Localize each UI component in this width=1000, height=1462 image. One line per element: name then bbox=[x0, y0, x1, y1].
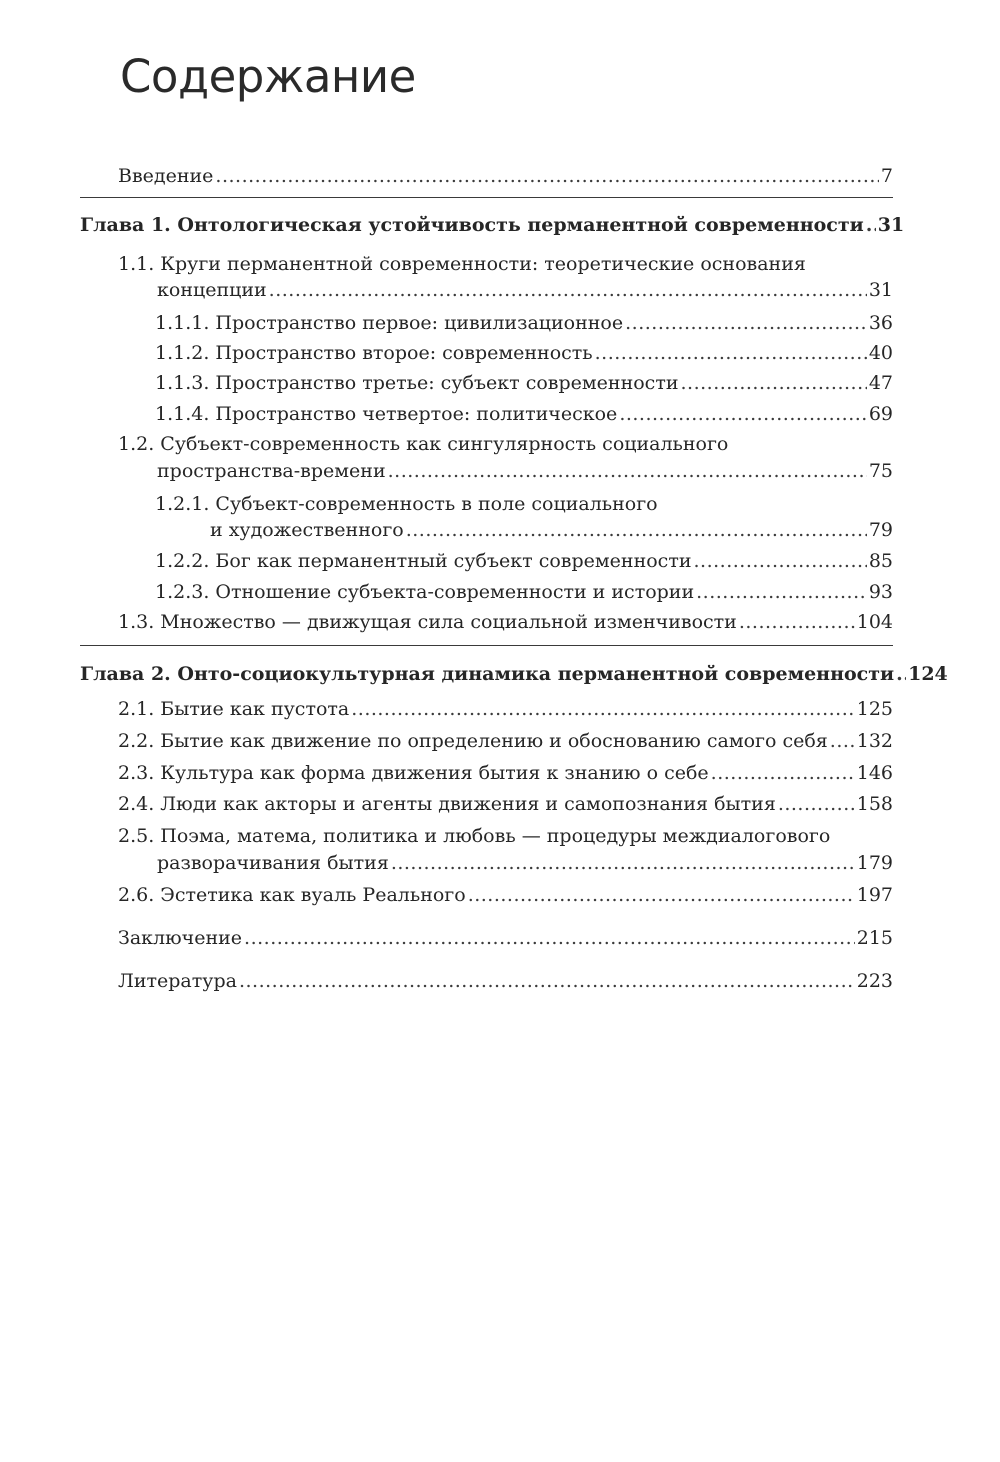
dot-leader bbox=[239, 968, 855, 994]
dot-leader bbox=[739, 609, 855, 635]
toc-page-number: 146 bbox=[856, 762, 893, 784]
toc-entry-label: 2.3. Культура как форма движения бытия к знанию о себе bbox=[118, 762, 709, 784]
toc-page-number: 125 bbox=[856, 698, 893, 720]
toc-entry-label: 2.6. Эстетика как вуаль Реального bbox=[118, 884, 466, 906]
toc-entry-2-5-first-line[interactable]: 2.5. Поэма, матема, политика и любовь — процедуры междиалогового bbox=[118, 825, 831, 847]
toc-entry-2-3[interactable] bbox=[118, 760, 893, 786]
toc-entry-label: Глава 2. Онто-социокультурная динамика перманентной современности bbox=[80, 663, 895, 685]
dot-leader bbox=[778, 791, 855, 817]
toc-entry-1-2[interactable] bbox=[157, 458, 893, 484]
toc-entry-conclusion[interactable] bbox=[118, 925, 893, 951]
toc-entry-label: 1.2.3. Отношение субъекта-современности и истории bbox=[155, 581, 695, 603]
toc-entry-label: Литература bbox=[118, 970, 237, 992]
dot-leader bbox=[694, 548, 867, 574]
toc-entry-label: 1.1.1. Пространство первое: цивилизационное bbox=[155, 312, 624, 334]
toc-entry-label: 1.2.2. Бог как перманентный субъект современности bbox=[155, 550, 692, 572]
toc-entry-label: Введение bbox=[118, 165, 214, 187]
toc-page-number: 104 bbox=[856, 611, 893, 633]
dot-leader bbox=[595, 340, 867, 366]
dot-leader bbox=[619, 401, 867, 427]
dot-leader bbox=[711, 760, 855, 786]
toc-page-number: 7 bbox=[880, 165, 893, 187]
toc-entry-chapter-2[interactable] bbox=[80, 661, 948, 687]
toc-entry-1-1-first-line[interactable]: 1.1. Круги перманентной современности: теоретические основания bbox=[118, 253, 806, 275]
toc-entry-label: Глава 1. Онтологическая устойчивость перманентной современности bbox=[80, 214, 864, 236]
toc-page-number: 40 bbox=[868, 342, 893, 364]
toc-entry-1-1-2[interactable] bbox=[155, 340, 893, 366]
dot-leader bbox=[625, 310, 867, 336]
page-title: Содержание bbox=[120, 50, 416, 103]
toc-entry-1-1[interactable] bbox=[157, 277, 893, 303]
toc-entry-label: Заключение bbox=[118, 927, 243, 949]
toc-entry-label: 2.1. Бытие как пустота bbox=[118, 698, 350, 720]
toc-entry-2-2[interactable] bbox=[118, 728, 893, 754]
toc-entry-1-1-3[interactable] bbox=[155, 370, 893, 396]
toc-page-number: 197 bbox=[856, 884, 893, 906]
toc-entry-label: 1.1.3. Пространство третье: субъект современности bbox=[155, 372, 679, 394]
toc-page-number: 93 bbox=[868, 581, 893, 603]
toc-entry-chapter-1[interactable] bbox=[80, 212, 905, 238]
toc-page-number: 223 bbox=[856, 970, 893, 992]
toc-entry-1-2-3[interactable] bbox=[155, 579, 893, 605]
dot-leader bbox=[215, 163, 878, 189]
toc-page-number: 85 bbox=[868, 550, 893, 572]
toc-page-number: 132 bbox=[856, 730, 893, 752]
dot-leader bbox=[269, 277, 867, 303]
toc-entry-1-3[interactable] bbox=[118, 609, 893, 635]
dot-leader bbox=[244, 925, 855, 951]
toc-page-number: 124 bbox=[908, 663, 948, 685]
toc-entry-label: 2.4. Люди как акторы и агенты движения и самопознания бытия bbox=[118, 793, 776, 815]
toc-entry-label: 2.2. Бытие как движение по определению и обоснованию самого себя bbox=[118, 730, 828, 752]
section-divider bbox=[80, 197, 893, 198]
toc-entry-1-1-1[interactable] bbox=[155, 310, 893, 336]
toc-entry-label: 1.3. Множество — движущая сила социальной изменчивости bbox=[118, 611, 737, 633]
toc-page-number: 75 bbox=[868, 460, 893, 482]
toc-entry-label: разворачивания бытия bbox=[157, 852, 389, 874]
toc-entry-2-1[interactable] bbox=[118, 696, 893, 722]
toc-entry-2-6[interactable] bbox=[118, 882, 893, 908]
dot-leader bbox=[866, 212, 876, 238]
toc-entry-label: 1.1.4. Пространство четвертое: политическое bbox=[155, 403, 618, 425]
dot-leader bbox=[681, 370, 867, 396]
toc-entry-2-5[interactable] bbox=[157, 850, 893, 876]
dot-leader bbox=[391, 850, 855, 876]
toc-page-number: 79 bbox=[868, 519, 893, 541]
toc-page-number: 31 bbox=[877, 214, 905, 236]
dot-leader bbox=[468, 882, 855, 908]
toc-entry-label: пространства-времени bbox=[157, 460, 386, 482]
toc-entry-label: 1.1.2. Пространство второе: современность bbox=[155, 342, 593, 364]
toc-entry-1-2-1-first-line[interactable]: 1.2.1. Субъект-современность в поле социального bbox=[155, 493, 658, 515]
dot-leader bbox=[896, 661, 906, 687]
dot-leader bbox=[406, 517, 867, 543]
toc-page-number: 158 bbox=[856, 793, 893, 815]
toc-page-number: 69 bbox=[868, 403, 893, 425]
toc-entry-1-1-4[interactable] bbox=[155, 401, 893, 427]
toc-page-number: 215 bbox=[856, 927, 893, 949]
dot-leader bbox=[351, 696, 855, 722]
toc-page-number: 36 bbox=[868, 312, 893, 334]
toc-page-number: 179 bbox=[856, 852, 893, 874]
toc-page-number: 31 bbox=[868, 279, 893, 301]
toc-entry-1-2-1[interactable] bbox=[210, 517, 893, 543]
toc-entry-1-2-2[interactable] bbox=[155, 548, 893, 574]
toc-entry-1-2-first-line[interactable]: 1.2. Субъект-современность как сингулярность социального bbox=[118, 433, 729, 455]
toc-entry-2-4[interactable] bbox=[118, 791, 893, 817]
toc-entry-literature[interactable] bbox=[118, 968, 893, 994]
toc-entry-label: концепции bbox=[157, 279, 267, 301]
toc-entry-label: и художественного bbox=[210, 519, 404, 541]
dot-leader bbox=[388, 458, 867, 484]
dot-leader bbox=[830, 728, 855, 754]
section-divider bbox=[80, 645, 893, 646]
toc-page-number: 47 bbox=[868, 372, 893, 394]
toc-entry-introduction[interactable] bbox=[118, 163, 893, 189]
dot-leader bbox=[696, 579, 867, 605]
